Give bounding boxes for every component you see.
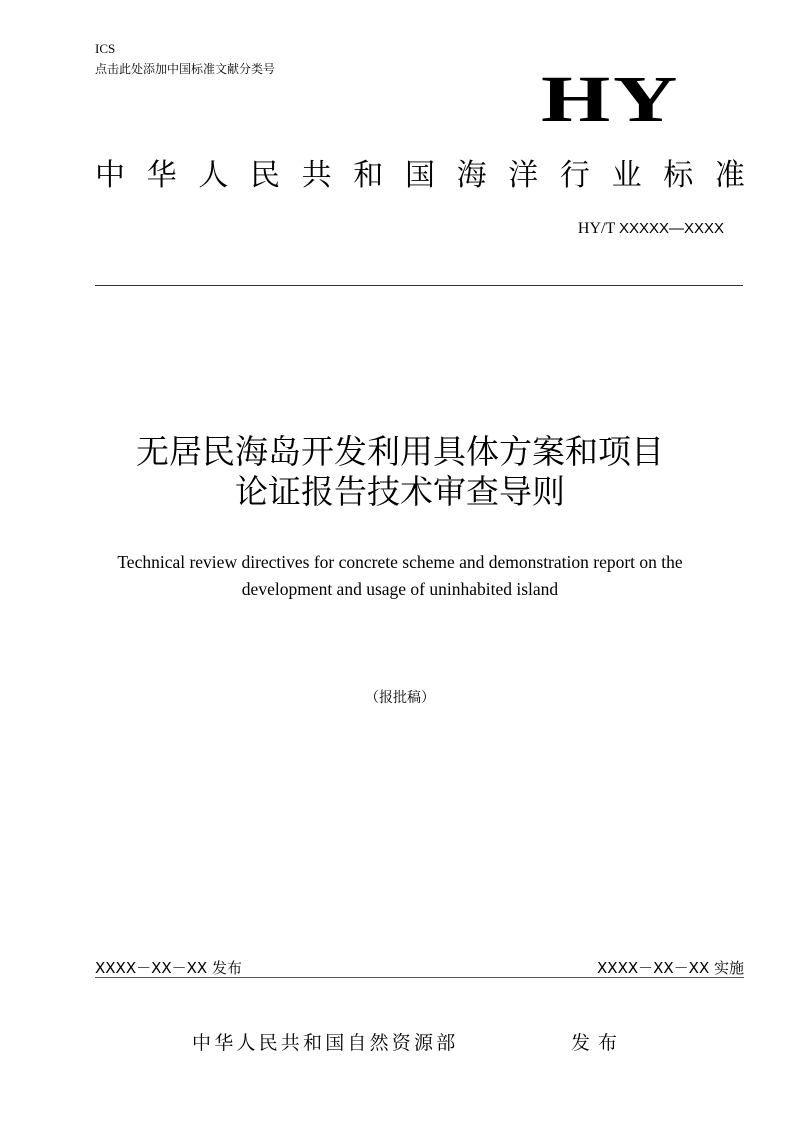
standard-code xyxy=(578,219,724,239)
category-char: 洋 xyxy=(508,158,539,193)
category-char: 国 xyxy=(404,158,435,193)
category-char: 中 xyxy=(95,158,125,193)
category-char: 共 xyxy=(301,158,332,193)
category-char: 准 xyxy=(714,158,745,193)
ics-label: ICS xyxy=(95,41,116,56)
category-char: 民 xyxy=(249,158,280,193)
category-char: 华 xyxy=(146,158,177,193)
draft-status: （报批稿） xyxy=(365,690,435,706)
english-title-line-2: development and usage of uninhabited island xyxy=(241,579,559,599)
category-char: 人 xyxy=(198,158,229,193)
category-char: 标 xyxy=(663,158,694,193)
issue-label: 发布 xyxy=(571,1032,626,1054)
standard-category-title xyxy=(95,156,745,196)
hy-logo-text: HY xyxy=(541,63,681,136)
chinese-title-line-1: 无居民海岛开发利用具体方案和项目 xyxy=(136,432,664,471)
issuing-authority: 中华人民共和国自然资源部 xyxy=(192,1032,459,1054)
category-char: 海 xyxy=(456,158,487,193)
standard-code-prefix: HY/T xyxy=(577,220,619,237)
category-char: 行 xyxy=(559,158,590,193)
chinese-title-line-2: 论证报告技术审查导则 xyxy=(235,472,565,511)
date-divider xyxy=(95,977,744,978)
english-title xyxy=(0,549,800,603)
header-divider xyxy=(95,285,743,286)
implement-date: XXXX－XX－XX 实施 xyxy=(597,959,744,977)
category-char: 和 xyxy=(353,158,384,193)
english-title-line-1: Technical review directives for concrete scheme and demonstration report on the xyxy=(117,552,683,572)
hy-logo xyxy=(541,63,706,136)
classification-placeholder[interactable]: 点击此处添加中国标准文献分类号 xyxy=(95,62,276,76)
standard-code-number: XXXXX—XXXX xyxy=(618,220,724,237)
category-char: 业 xyxy=(611,158,642,193)
chinese-title xyxy=(0,432,800,512)
publish-date: XXXX－XX－XX 发布 xyxy=(95,959,242,977)
